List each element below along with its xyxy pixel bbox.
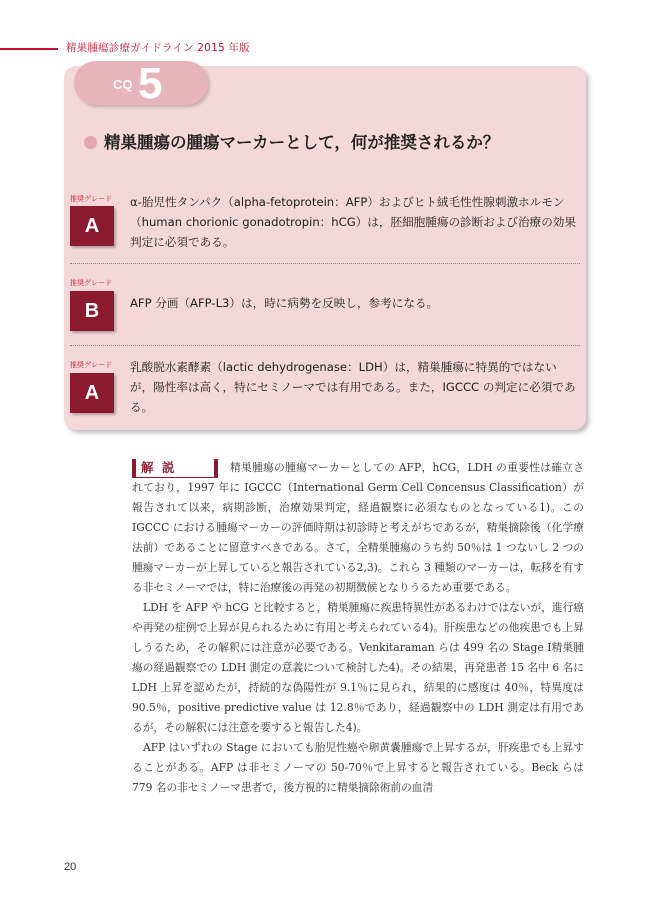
recommendation-text: α-胎児性タンパク（alpha-fetoprotein：AFP）およびヒト絨毛性性腺刺激ホルモン（human chorionic gonadotropin：hCG）は，胚細胞腫瘍の診断および治療の効果判定に必須である。 bbox=[130, 195, 576, 249]
grade-label: 推奨グレード bbox=[70, 195, 112, 203]
running-header: 精巣腫瘍診療ガイドライン 2015 年版 bbox=[66, 42, 250, 54]
commentary-body bbox=[132, 458, 584, 798]
grade-badge: A bbox=[70, 206, 114, 246]
grade-badge: A bbox=[70, 373, 114, 413]
grade-label: 推奨グレード bbox=[70, 361, 112, 369]
commentary-paragraph: AFP はいずれの Stage においても胎児性癌や卵黄嚢腫瘍で上昇するが，肝疾患でも上昇することがある。AFP は非セミノーマの 50-70％で上昇すると報告されている。Beck らは 779 名の非セミノーマ患者で，後方視的に精巣摘除術前の血清 bbox=[132, 741, 584, 794]
grade-label: 推奨グレード bbox=[70, 279, 112, 287]
bullet-icon bbox=[84, 136, 97, 149]
cq-number: 5 bbox=[138, 59, 163, 108]
commentary-heading: 解 説 bbox=[141, 460, 177, 475]
recommendation-text: AFP 分画（AFP-L3）は，時に病勢を反映し，参考になる。 bbox=[130, 296, 439, 310]
cq-label: CQ bbox=[113, 77, 133, 92]
header-rule bbox=[0, 48, 58, 50]
dotted-divider bbox=[70, 345, 580, 346]
page-number: 20 bbox=[64, 861, 77, 873]
commentary-paragraph: 精巣腫瘍の腫瘍マーカーとしての AFP，hCG，LDH の重要性は確立されており，1997 年に IGCCC（International Germ Cell Concensus Classification）が報告されて以来，病期診断，治療効果判定，経過観察に必須なものとなっている1)。この IGCCC における腫瘍マーカーの評価時期は初診時と考えがちであるが，精巣摘除後（化学療法前）であることに留意すべきである。さて，全精巣腫瘍のうち約 50％は 1 つないし 2 つの腫瘍マーカーが上昇していると報告されている2,3)。これら 3 種類のマーカーは，転移を有する非セミノーマでは，特に治療後の再発の初期徴候となりうるため重要である。 bbox=[132, 461, 584, 594]
commentary-paragraph: LDH を AFP や hCG と比較すると，精巣腫瘍に疾患特異性があるわけではないが，進行癌や再発の症例で上昇が見られるために有用と考えられている4)。肝疾患などの他疾患でも上昇しうるため，その解釈には注意が必要である。Venkitaraman らは 499 名の Stage Ⅰ精巣腫瘍の経過観察での LDH 測定の意義について検討した4)。その結果，再発患者 15 名中 6 名に LDH 上昇を認めたが，持続的な偽陽性が 9.1％に見られ，結果的に感度は 40％，特異度は 90.5％，positive predictive value は 12.8％であり，経過観察中の LDH 測定は有用であるが，その解釈には注意を要すると報告した4)。 bbox=[132, 601, 584, 734]
dotted-divider bbox=[70, 263, 580, 264]
cq-question: 精巣腫瘍の腫瘍マーカーとして，何が推奨されるか？ bbox=[104, 133, 500, 152]
recommendation-text: 乳酸脱水素酵素（lactic dehydrogenase：LDH）は，精巣腫瘍に特異的ではないが，陽性率は高く，特にセミノーマでは有用である。また，IGCCC の判定に必須である。 bbox=[130, 360, 576, 414]
grade-badge: B bbox=[70, 291, 114, 331]
